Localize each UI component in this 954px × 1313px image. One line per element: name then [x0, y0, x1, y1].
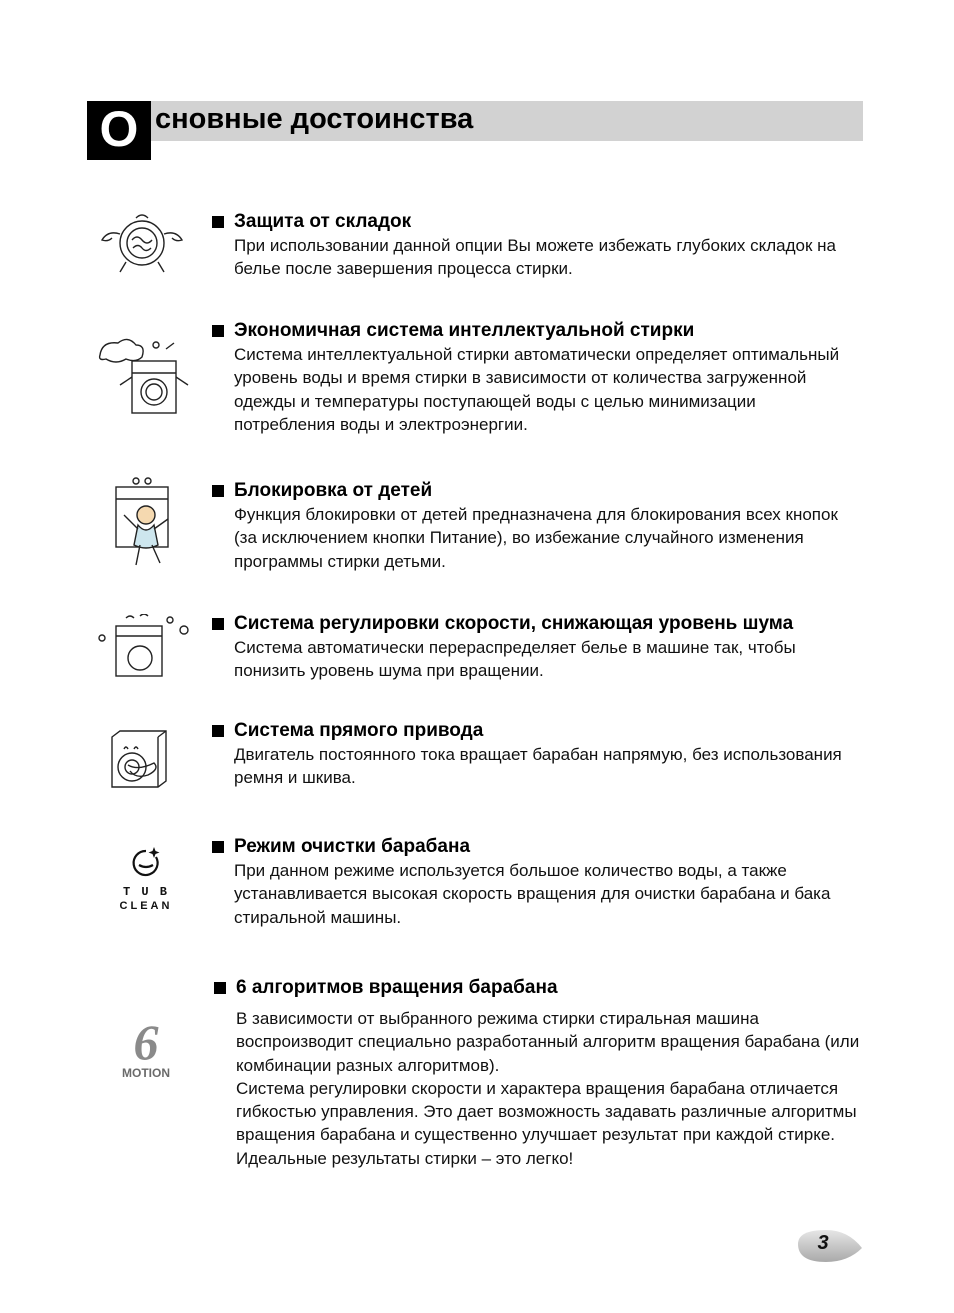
bullet-square: [212, 841, 224, 853]
feature-description: В зависимости от выбранного режима стирки стиральная машина воспроизводит специально разработанный алгоритм вращения барабана (или комбинации разных алгоритмов).: [236, 1009, 860, 1075]
tub-clean-label-top: T U B: [122, 885, 169, 899]
feature-title: 6 алгоритмов вращения барабана: [236, 977, 558, 998]
feature-description: При использовании данной опции Вы можете избежать глубоких складок на белье после завершения процесса стирки.: [234, 236, 837, 279]
feature-title: Защита от складок: [234, 211, 412, 232]
six-motion-numeral: 6: [133, 1014, 159, 1070]
feature-title: Экономичная система интеллектуальной стирки: [234, 320, 695, 341]
feature-description: Система интеллектуальной стирки автоматически определяет оптимальный уровень воды и время стирки в зависимости от количества загруженной одежды и температуры поступающей воды с целью минимизации потребления воды и электроэнергии.: [234, 345, 840, 434]
feature-description: Двигатель постоянного тока вращает барабан напрямую, без использования ремня и шкива.: [234, 745, 842, 788]
feature-title: Режим очистки барабана: [234, 836, 471, 857]
page-number-badge: [796, 1228, 864, 1264]
tub-clean-label-bottom: CLEAN: [119, 900, 173, 912]
feature-title: Система прямого привода: [234, 720, 484, 741]
feature-title: Блокировка от детей: [234, 480, 433, 501]
feature-title: Система регулировки скорости, снижающая уровень шума: [234, 613, 794, 634]
low-noise-icon: [96, 614, 196, 694]
bullet-square: [212, 216, 224, 228]
direct-drive-icon: [96, 725, 196, 805]
bullet-square: [212, 325, 224, 337]
bullet-square: [214, 982, 226, 994]
six-motion-icon: [96, 1016, 196, 1086]
bullet-square: [212, 725, 224, 737]
header-initial-letter: О: [87, 101, 151, 160]
bullet-square: [212, 485, 224, 497]
child-lock-icon: [96, 475, 196, 555]
tub-clean-icon: [96, 845, 196, 925]
bullet-square: [212, 618, 224, 630]
smart-wash-icon: [96, 337, 196, 417]
feature-description-2: Система регулировки скорости и характера вращения барабана отличается гибкостью управления. Это дает возможность задавать различные алгоритмы вращения барабана и существенно улучшает результат при каждой стирке. Идеальные результаты стирки – это легко!: [236, 1078, 857, 1168]
page-number: 3: [817, 1232, 829, 1254]
feature-description: Функция блокировки от детей предназначена для блокирования всех кнопок (за исключением кнопки Питание), во избежание случайного изменения программы стирки детьми.: [234, 505, 838, 571]
page-title: сновные достоинства: [155, 103, 474, 135]
six-motion-label: MOTION: [122, 1066, 170, 1080]
crease-care-icon: [96, 210, 196, 290]
feature-description: При данном режиме используется большое количество воды, а также устанавливается высокая скорость вращения для очистки барабана и бака стиральной машины.: [234, 861, 831, 927]
feature-description: Система автоматически перераспределяет белье в машине так, чтобы понизить уровень шума при вращении.: [234, 638, 796, 681]
